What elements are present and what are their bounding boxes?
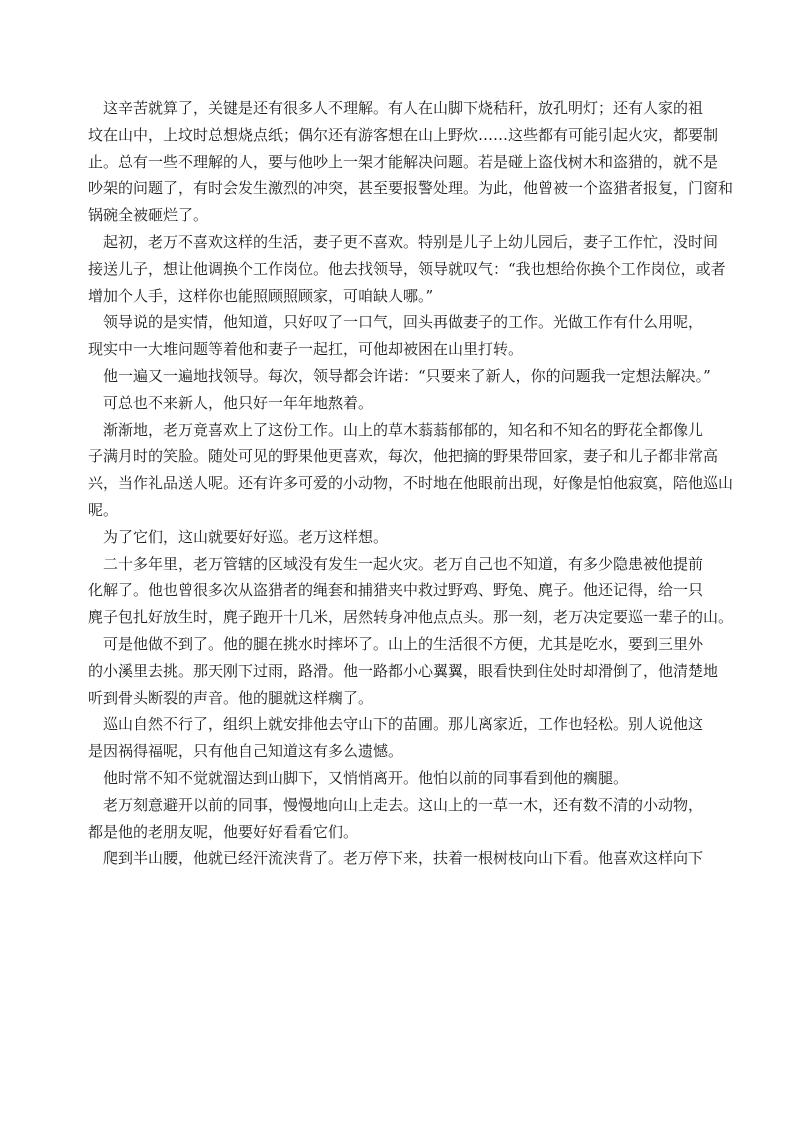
paragraph (88, 765, 788, 792)
text-line: 二十多年里，老万管辖的区域没有发生一起火灾。老万自己也不知道，有多少隐患被他提前 (103, 554, 704, 573)
text-line: 麂子包扎好放生时，麂子跑开十几米，居然转身冲他点点头。那一刻，老万决定要巡一辈子的山。 (88, 608, 734, 627)
text-line: 是因祸得福呢，只有他自己知道这有多么遗憾。 (88, 742, 404, 761)
text-line: 都是他的老朋友呢，他要好好看看它们。 (88, 822, 359, 841)
paragraph (88, 792, 788, 846)
paragraph (88, 363, 788, 390)
text-line: 止。总有一些不理解的人，要与他吵上一架才能解决问题。若是碰上盗伐树木和盗猎的，就不是 (88, 152, 719, 171)
text-line: 可总也不来新人，他只好一年年地熬着。 (103, 393, 374, 412)
text-line: 接送儿子，想让他调换个工作岗位。他去找领导，领导就叹气：“我也想给你换个工作岗位，或者 (88, 259, 726, 278)
paragraph (88, 631, 788, 711)
paragraph (88, 229, 788, 309)
text-line: 锅碗全被砸烂了。 (88, 206, 209, 225)
text-line: 老万刻意避开以前的同事，慢慢地向山上走去。这山上的一草一木，还有数不清的小动物， (103, 795, 704, 814)
text-line: 增加个人手，这样你也能照顾照顾家，可咱缺人哪。” (88, 286, 434, 305)
paragraph (88, 711, 788, 765)
text-line: 领导说的是实情，他知道，只好叹了一口气，回头再做妻子的工作。光做工作有什么用呢， (103, 313, 704, 332)
paragraph (88, 845, 788, 872)
text-line: 听到骨头断裂的声音。他的腿就这样瘸了。 (88, 688, 374, 707)
text-line: 巡山自然不行了，组织上就安排他去守山下的苗圃。那儿离家近，工作也轻松。别人说他这 (103, 715, 704, 734)
text-line: 吵架的问题了，有时会发生激烈的冲突，甚至要报警处理。为此，他曾被一个盗猎者报复，门窗和 (88, 179, 734, 198)
text-line: 坟在山中，上坟时总想烧点纸；偶尔还有游客想在山上野炊……这些都有可能引起火灾，都要制 (88, 125, 719, 144)
text-line: 现实中一大堆问题等着他和妻子一起扛，可他却被困在山里打转。 (88, 340, 524, 359)
paragraph (88, 390, 788, 417)
text-line: 兴，当作礼品送人呢。还有许多可爱的小动物，不时地在他眼前出现，好像是怕他寂寞，陪他巡山 (88, 474, 734, 493)
text-line: 起初，老万不喜欢这样的生活，妻子更不喜欢。特别是儿子上幼儿园后，妻子工作忙，没时间 (103, 232, 719, 251)
paragraph (88, 309, 788, 363)
text-line: 呢。 (88, 500, 119, 519)
text-line: 爬到半山腰，他就已经汗流浃背了。老万停下来，扶着一根树枝向山下看。他喜欢这样向下 (103, 849, 704, 868)
document-body (88, 95, 788, 872)
text-line: 渐渐地，老万竟喜欢上了这份工作。山上的草木蓊蓊郁郁的，知名和不知名的野花全都像儿 (103, 420, 704, 439)
text-line: 化解了。他也曾很多次从盗猎者的绳套和捕猎夹中救过野鸡、野兔、麂子。他还记得，给一只 (88, 581, 704, 600)
paragraph (88, 417, 788, 524)
text-line: 他一遍又一遍地找领导。每次，领导都会许诺：“只要来了新人，你的问题我一定想法解决。” (103, 366, 711, 385)
text-line: 这辛苦就算了，关键是还有很多人不理解。有人在山脚下烧秸秆，放孔明灯；还有人家的祖 (103, 99, 704, 117)
paragraph (88, 551, 788, 631)
text-line: 可是他做不到了。他的腿在挑水时摔坏了。山上的生活很不方便，尤其是吃水，要到三里外 (103, 634, 704, 653)
text-line: 他时常不知不觉就溜达到山脚下，又悄悄离开。他怕以前的同事看到他的瘸腿。 (103, 768, 629, 787)
text-line: 的小溪里去挑。那天刚下过雨，路滑。他一路都小心翼翼，眼看快到住处时却滑倒了，他清楚地 (88, 661, 719, 680)
text-line: 子满月时的笑脸。随处可见的野果他更喜欢，每次，他把摘的野果带回家，妻子和儿子都非常高 (88, 447, 719, 466)
paragraph (88, 524, 788, 551)
text-line: 为了它们，这山就要好好巡。老万这样想。 (103, 527, 389, 546)
paragraph (88, 95, 788, 229)
